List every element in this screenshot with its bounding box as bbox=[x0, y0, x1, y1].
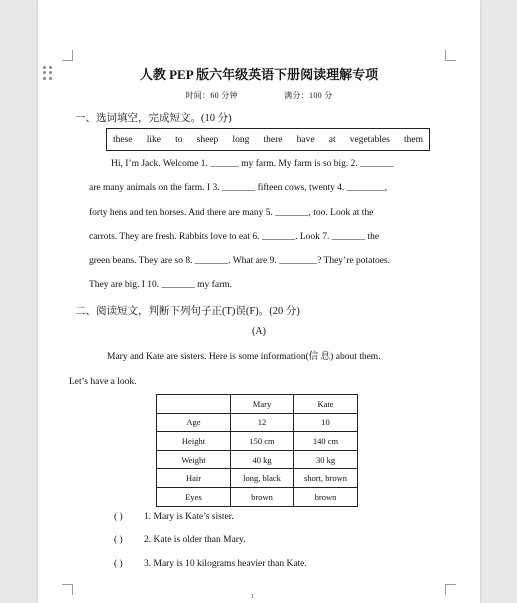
table-cell: 12 bbox=[231, 413, 294, 432]
table-row bbox=[157, 469, 358, 488]
passage-line: forty hens and ten horses. And there are many 5. _______, too. Look at the bbox=[89, 207, 374, 218]
exam-meta bbox=[38, 90, 480, 101]
margin-corner-mark bbox=[62, 584, 73, 595]
word-bank-item: have bbox=[296, 134, 315, 145]
table-row bbox=[157, 413, 358, 432]
passage-line: green beans. They are so 8. _______. What are 9. ________? They’re potatoes. bbox=[89, 256, 391, 267]
word-bank-item: long bbox=[232, 134, 250, 145]
table-header-row bbox=[157, 395, 358, 414]
table-row bbox=[157, 432, 358, 451]
answer-bracket: ( ) bbox=[114, 512, 123, 522]
question-2 bbox=[114, 535, 245, 545]
margin-corner-mark bbox=[445, 50, 456, 61]
margin-corner-mark bbox=[62, 50, 73, 61]
section-2-subheading: (A) bbox=[252, 326, 266, 337]
table-cell: 140 cm bbox=[294, 432, 358, 451]
table-row-label: Height bbox=[157, 432, 231, 451]
info-table bbox=[156, 394, 358, 507]
passage-line: carrots. They are fresh. Rabbits love to eat 6. _______. Look 7. _______ the bbox=[89, 231, 380, 242]
page-number: 1 bbox=[251, 594, 254, 600]
table-row-label: Eyes bbox=[157, 487, 231, 506]
word-bank-item: sheep bbox=[196, 134, 219, 145]
section-1-heading: 一、选词填空，完成短文。(10 分) bbox=[75, 113, 232, 124]
question-3 bbox=[114, 559, 307, 569]
full-score: 满分：100 分 bbox=[284, 91, 333, 100]
word-bank-item: them bbox=[404, 134, 423, 145]
question-text: 2. Kate is older than Mary. bbox=[144, 535, 246, 545]
table-cell: 10 bbox=[294, 413, 358, 432]
table-cell: 150 cm bbox=[231, 432, 294, 451]
table-row bbox=[157, 450, 358, 469]
table-row bbox=[157, 487, 358, 506]
table-cell: brown bbox=[294, 487, 358, 506]
margin-corner-mark bbox=[445, 584, 456, 595]
passage-line: Hi, I’m Jack. Welcome 1. ______ my farm. My farm is so big. 2. _______ bbox=[111, 159, 394, 169]
page-title: 人教 PEP 版六年级英语下册阅读理解专项 bbox=[139, 67, 379, 82]
table-cell: short, brown bbox=[294, 469, 358, 488]
passage-line: are many animals on the farm. I 3. _______ fifteen cows, twenty 4. ________, bbox=[89, 183, 388, 194]
question-text: 1. Mary is Kate’s sister. bbox=[144, 512, 234, 522]
word-bank-item: vegetables bbox=[349, 134, 390, 145]
word-bank bbox=[106, 128, 430, 151]
word-bank-item: there bbox=[263, 134, 283, 145]
table-cell bbox=[157, 395, 231, 414]
table-row-label: Weight bbox=[157, 450, 231, 469]
passage-line: They are big. I 10. _______ my farm. bbox=[89, 280, 232, 291]
section-2-heading: 二、阅读短文，判断下列句子正(T)误(F)。(20 分) bbox=[75, 306, 300, 317]
table-header-kate: Kate bbox=[294, 395, 358, 414]
table-cell: 40 kg bbox=[231, 450, 294, 469]
table-row-label: Age bbox=[157, 413, 231, 432]
question-text: 3. Mary is 10 kilograms heavier than Kate. bbox=[144, 559, 307, 569]
passage-line: Mary and Kate are sisters. Here is some information(信 息) about them. bbox=[107, 352, 381, 362]
answer-bracket: ( ) bbox=[114, 535, 123, 545]
word-bank-item: like bbox=[146, 134, 161, 145]
table-cell: long, black bbox=[231, 469, 294, 488]
table-cell: 30 kg bbox=[294, 450, 358, 469]
question-1 bbox=[114, 512, 234, 522]
passage-line: Let’s have a look. bbox=[69, 376, 137, 387]
word-bank-item: to bbox=[175, 134, 183, 145]
table-header-mary: Mary bbox=[231, 395, 294, 414]
word-bank-item: these bbox=[113, 134, 133, 145]
passage-1 bbox=[89, 152, 435, 298]
passage-2 bbox=[69, 345, 435, 394]
answer-bracket: ( ) bbox=[114, 559, 123, 569]
table-row-label: Hair bbox=[157, 469, 231, 488]
word-bank-item: at bbox=[328, 134, 336, 145]
time-limit: 时间：60 分钟 bbox=[185, 91, 238, 100]
table-cell: brown bbox=[231, 487, 294, 506]
